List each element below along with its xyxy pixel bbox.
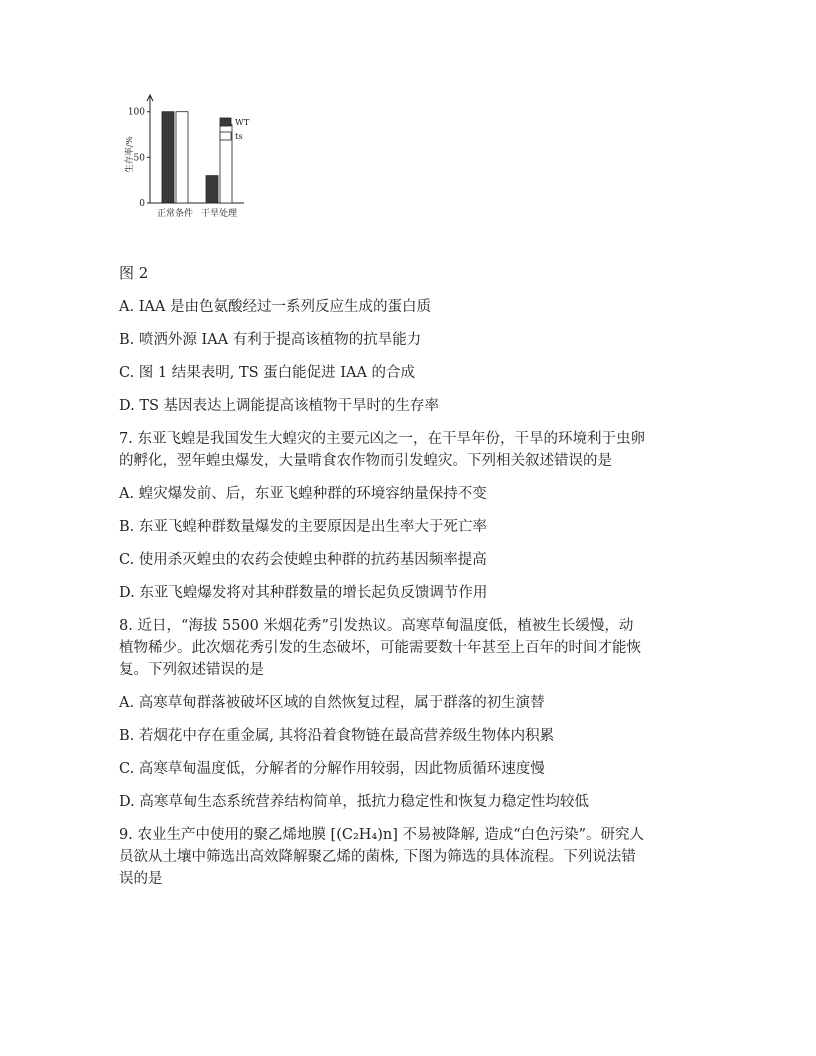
q9-stem-line: 员欲从土壤中筛选出高效降解聚乙烯的菌株, 下图为筛选的具体流程。下列说法错: [119, 849, 636, 865]
question-9-stem: [119, 824, 704, 890]
q8-stem-line: 复。下列叙述错误的是: [119, 662, 264, 678]
bar-WT-1: [206, 176, 218, 203]
figure-label: 图 2: [119, 264, 149, 282]
legend-swatch-ts: [220, 132, 231, 140]
q9-stem-line: 误的是: [119, 871, 163, 887]
q8-stem-line: 植物稀少。此次烟花秀引发的生态破坏，可能需要数十年甚至上百年的时间才能恢: [119, 640, 641, 656]
y-tick-label: 100: [127, 107, 145, 118]
x-category-label: 干旱处理: [200, 209, 238, 219]
question-content: [119, 296, 704, 901]
survival-rate-bar-chart: [112, 92, 262, 224]
q8-option-b: B. 若烟花中存在重金属, 其将沿着食物链在最高营养级生物体内积累: [119, 728, 555, 744]
y-tick-label: 50: [133, 153, 145, 164]
x-category-label: 正常条件: [156, 209, 194, 219]
q8-option-d: D. 高寒草甸生态系统营养结构简单，抵抗力稳定性和恢复力稳定性均较低: [119, 794, 589, 810]
bar-WT-0: [162, 112, 174, 203]
q7-option-a: A. 蝗灾爆发前、后，东亚飞蝗种群的环境容纳量保持不变: [119, 486, 487, 502]
q8-option-c: C. 高寒草甸温度低，分解者的分解作用较弱，因此物质循环速度慢: [119, 761, 545, 777]
q6-option-b: B. 喷洒外源 IAA 有利于提高该植物的抗旱能力: [119, 332, 422, 348]
q9-stem-line: 9. 农业生产中使用的聚乙烯地膜 [(C₂H₄)n] 不易被降解, 造成“白色污染”。研究人: [119, 827, 645, 843]
legend-label-WT: WT: [235, 118, 250, 128]
q7-stem-line: 7. 东亚飞蝗是我国发生大蝗灾的主要元凶之一，在干旱年份，干旱的环境利于虫卵: [119, 431, 645, 447]
q6-option-d: D. TS 基因表达上调能提高该植物干旱时的生存率: [119, 398, 440, 414]
q8-stem-line: 8. 近日，“海拔 5500 米烟花秀”引发热议。高寒草甸温度低，植被生长缓慢，动: [119, 618, 634, 634]
q7-option-b: B. 东亚飞蝗种群数量爆发的主要原因是出生率大于死亡率: [119, 519, 487, 535]
q7-stem-line: 的孵化，翌年蝗虫爆发，大量啃食农作物而引发蝗灾。下列相关叙述错误的是: [119, 453, 612, 469]
question-8-stem: [119, 615, 704, 681]
y-tick-label: 0: [139, 199, 145, 209]
question-7-stem: [119, 428, 704, 472]
legend-swatch-WT: [220, 118, 231, 126]
q7-option-d: D. 东亚飞蝗爆发将对其种群数量的增长起负反馈调节作用: [119, 585, 488, 601]
q7-option-c: C. 使用杀灭蝗虫的农药会使蝗虫种群的抗药基因频率提高: [119, 552, 487, 568]
q6-option-a: A. IAA 是由色氨酸经过一系列反应生成的蛋白质: [119, 299, 431, 315]
bar-ts-0: [176, 112, 188, 203]
q8-option-a: A. 高寒草甸群落被破坏区域的自然恢复过程，属于群落的初生演替: [119, 695, 545, 711]
q6-option-c: C. 图 1 结果表明, TS 蛋白能促进 IAA 的合成: [119, 365, 416, 381]
y-axis-label: 生存率/%: [125, 136, 135, 173]
legend-label-ts: ts: [235, 132, 243, 142]
